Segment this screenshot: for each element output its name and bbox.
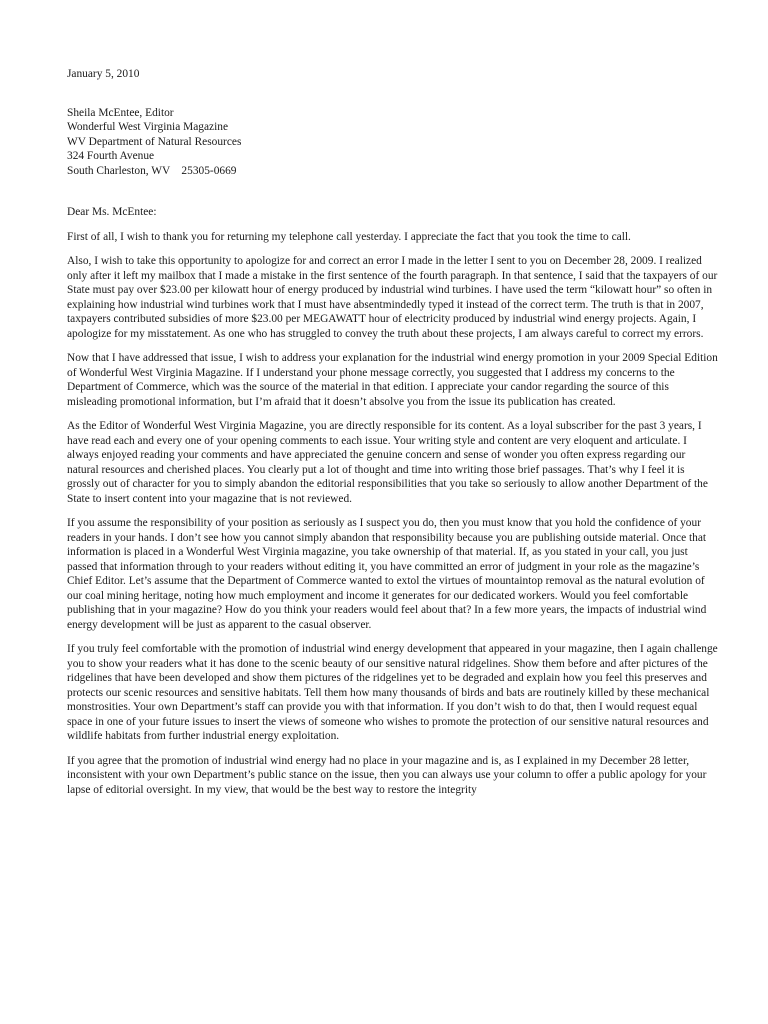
- letter-date: January 5, 2010: [67, 68, 140, 80]
- recipient-department: WV Department of Natural Resources: [67, 135, 242, 148]
- paragraph-5: If you assume the responsibility of your position as seriously as I suspect you do, then you must know that you hold the confidence of your readers in your hands. I don’t see how you cannot simply abandon that responsibility because you are publishing outside material. Once that information is placed in a Wonderful West Virginia magazine, you take ownership of that material. If, as you stated in your call, you just passed that information through to your readers without editing it, you have committed an error of judgment in your role as the magazine’s Chief Editor. Let’s assume that the Department of Commerce wanted to extol the virtues of mountaintop removal as the natural evolution of our coal mining heritage, noting how much employment and income it generates for our dedicated workers. Would you feel comfortable publishing that in your magazine? How do you think your readers would feel about that? In a few more years, the impacts of industrial wind energy development will be just as apparent to the casual observer.: [67, 517, 707, 631]
- recipient-name: Sheila McEntee, Editor: [67, 106, 174, 119]
- recipient-address: [67, 106, 719, 179]
- paragraph-1: First of all, I wish to thank you for returning my telephone call yesterday. I appreciate the fact that you took the time to call.: [67, 230, 631, 243]
- recipient-organization: Wonderful West Virginia Magazine: [67, 121, 229, 133]
- paragraph-4: As the Editor of Wonderful West Virginia Magazine, you are directly responsible for its content. As a loyal subscriber for the past 3 years, I have read each and every one of your opening comments to each issue. Your writing style and content are very eloquent and articulate. I always enjoyed reading your comments and have appreciated the genuine concern and sense of wonder you often express regarding our natural resources and cherished places. You clearly put a lot of thought and time into writing those brief passages. That’s why I feel it is grossly out of character for you to simply abandon the editorial responsibilities that you take so seriously to allow another Department of the State to insert content into your magazine that is not reviewed.: [67, 420, 708, 505]
- paragraph-7: If you agree that the promotion of industrial wind energy had no place in your magazine and is, as I explained in my December 28 letter, inconsistent with your own Department’s public stance on the issue, then you can always use your column to offer a public apology for your lapse of editorial oversight. In my view, that would be the best way to restore the integrity: [67, 754, 707, 796]
- paragraph-6: If you truly feel comfortable with the promotion of industrial wind energy development that appeared in your magazine, then I again challenge you to show your readers what it has done to the scenic beauty of our sensitive natural ridgelines. Show them before and after pictures of the ridgelines that have been developed and show them pictures of the ridgelines yet to be degraded and explain how you feel this preserves and protects our scenic resources and sensitive habitats. Tell them how many thousands of birds and bats are routinely killed by these mechanical monstrosities. Your own Department’s staff can provide you with that information. If you don’t wish to do that, then I would request equal space in one of your future issues to insert the views of someone who wishes to promote the protection of our sensitive natural resources and wildlife habitats from further industrial energy exploitation.: [67, 643, 718, 742]
- paragraph-2: Also, I wish to take this opportunity to apologize for and correct an error I made in the letter I sent to you on December 28, 2009. I realized only after it left my mailbox that I made a mistake in the first sentence of the fourth paragraph. In that sentence, I said that the taxpayers of our State must pay over $23.00 per kilowatt hour of energy produced by industrial wind turbines. I have used the term “kilowatt hour” so often in explaining how industrial wind turbines work that I must have absentmindedly typed it instead of the correct term. The truth is that in 2007, taxpayers contributed subsidies of more $23.00 per MEGAWATT hour of electricity produced by industrial wind energy projects. Again, I apologize for my misstatement. As one who has struggled to convey the truth about these projects, I am always careful to correct my errors.: [67, 255, 718, 340]
- recipient-city-state-zip: South Charleston, WV 25305-0669: [67, 164, 237, 177]
- salutation: Dear Ms. McEntee:: [67, 206, 157, 218]
- recipient-street: 324 Fourth Avenue: [67, 150, 155, 162]
- paragraph-3: Now that I have addressed that issue, I wish to address your explanation for the industrial wind energy promotion in your 2009 Special Edition of Wonderful West Virginia Magazine. If I understand your phone message correctly, you suggested that I address my concerns to the Department of Commerce, which was the source of the material in that edition. I appreciate your candor regarding the source of this misleading promotional information, but I’m afraid that it doesn’t absolve you from the issue its publication has created.: [67, 352, 718, 408]
- letter-body: [67, 67, 719, 807]
